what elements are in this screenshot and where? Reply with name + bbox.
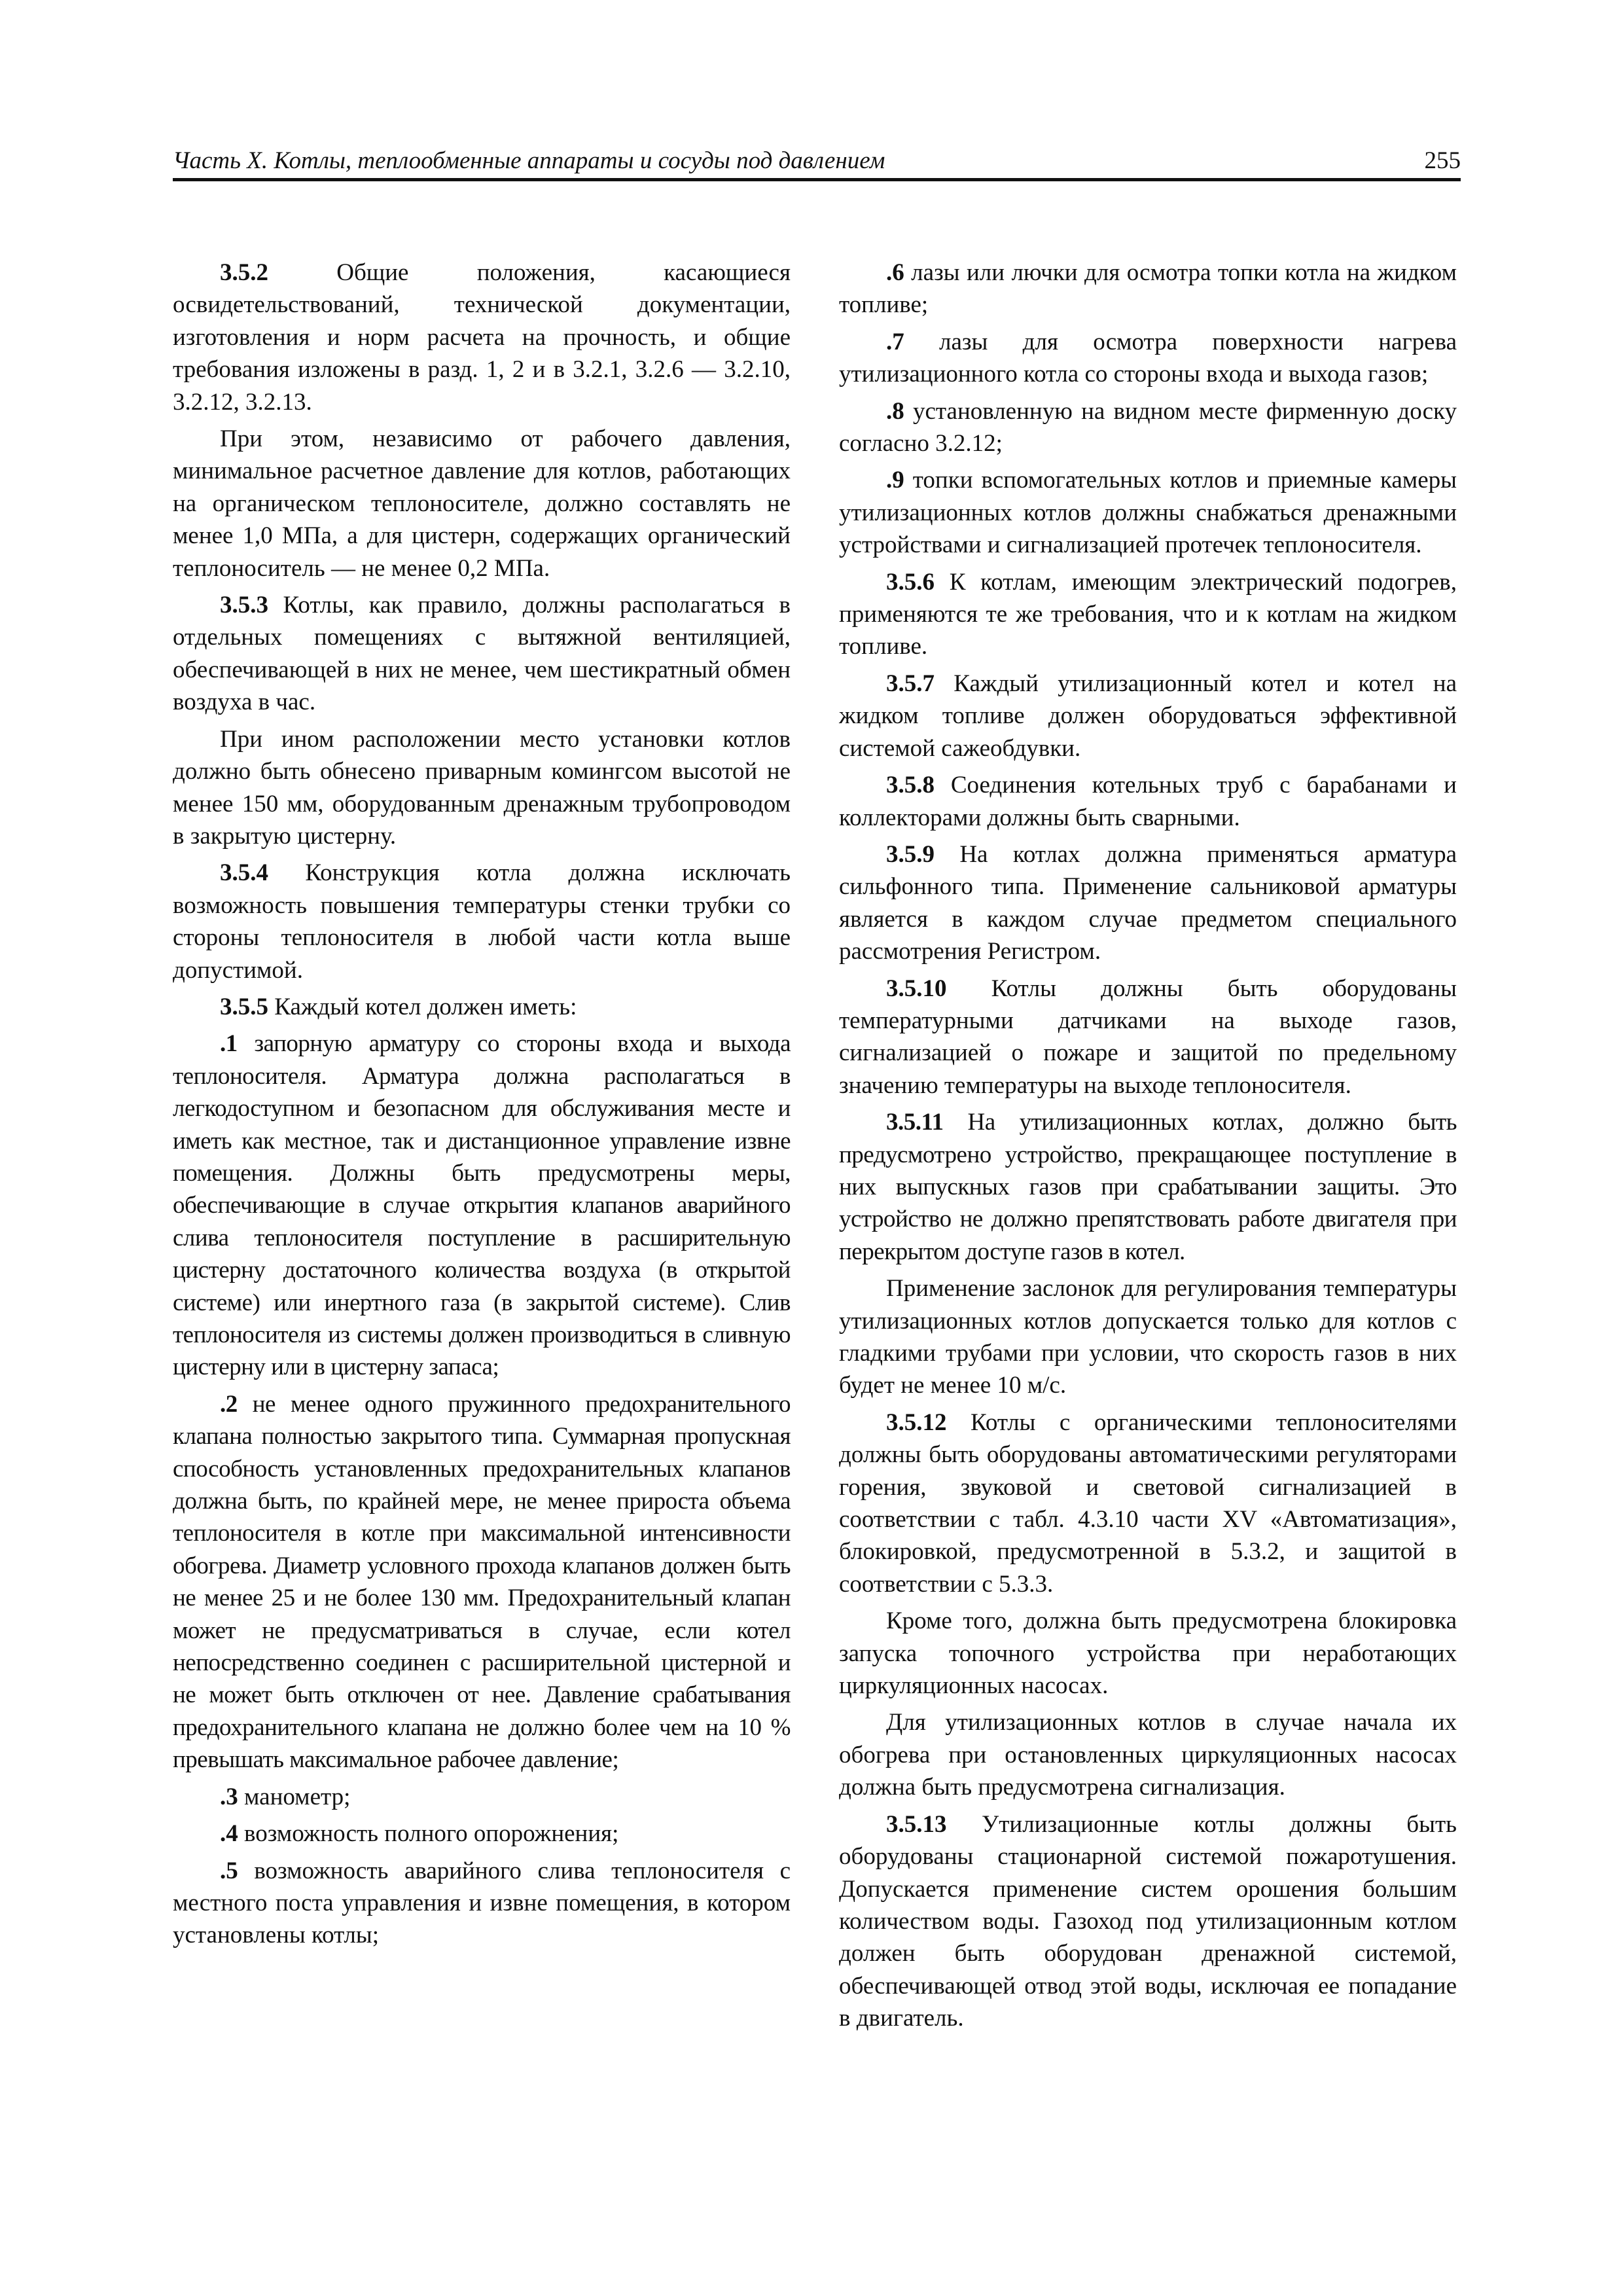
paragraph-text: На утилизационных котлах, должно быть предусмотрено устройство, прекращающее поступление в них выпускных газов при срабатывании защиты. Это устройство не должно препятствовать работе двигателя при перекрытом доступе газов в котел. bbox=[839, 1109, 1457, 1265]
clause-number: 3.5.9 bbox=[886, 840, 935, 868]
paragraph-text: Конструкция котла должна исключать возможность повышения температуры стенки трубки со стороны теплоносителя в любой части котла выше допустимой. bbox=[173, 859, 791, 984]
running-header bbox=[173, 145, 1461, 177]
left-column bbox=[173, 257, 791, 1956]
header-rule bbox=[173, 178, 1461, 181]
paragraph bbox=[839, 973, 1457, 1102]
clause-number: 3.5.8 bbox=[886, 772, 935, 799]
paragraph-text: лазы или лючки для осмотра топки котла на жидком топливе; bbox=[839, 259, 1457, 319]
paragraph bbox=[173, 257, 791, 418]
item-number: .4 bbox=[220, 1820, 238, 1848]
paragraph bbox=[173, 857, 791, 986]
clause-number: 3.5.12 bbox=[886, 1408, 947, 1436]
paragraph-text: манометр; bbox=[238, 1783, 351, 1810]
paragraph bbox=[839, 1407, 1457, 1600]
right-column bbox=[839, 257, 1457, 2039]
item-number: .6 bbox=[886, 259, 904, 286]
paragraph-text: На котлах должна применяться арматура сильфонного типа. Применение сальниковой арматуры является в каждом случае предметом специального рассмотрения Регистром. bbox=[839, 840, 1457, 965]
paragraph-text: топки вспомогательных котлов и приемные камеры утилизационных котлов должны снабжаться дренажными устройствами и сигнализацией протечек теплоносителя. bbox=[839, 467, 1457, 559]
clause-number: 3.5.10 bbox=[886, 975, 947, 1002]
paragraph bbox=[839, 1272, 1457, 1402]
clause-number: 3.5.3 bbox=[220, 592, 268, 619]
paragraph-text: установленную на видном месте фирменную доску согласно 3.2.12; bbox=[839, 397, 1457, 457]
paragraph bbox=[173, 991, 791, 1023]
header-title: Часть X. Котлы, теплообменные аппараты и сосуды под давлением bbox=[173, 147, 885, 174]
paragraph-text: Котлы должны быть оборудованы температурными датчиками на выходе газов, сигнализацией о пожаре и защитой по предельному значению температуры на выходе теплоносителя. bbox=[839, 975, 1457, 1099]
paragraph bbox=[839, 1605, 1457, 1702]
paragraph-text: Каждый котел должен иметь: bbox=[268, 993, 577, 1020]
paragraph-text: лазы для осмотра поверхности нагрева утилизационного котла со стороны входа и выхода газов; bbox=[839, 328, 1457, 388]
paragraph bbox=[839, 769, 1457, 834]
paragraph bbox=[173, 423, 791, 584]
paragraph-text: Утилизационные котлы должны быть оборудованы стационарной системой пожаротушения. Допускается применение систем орошения большим количеством воды. Газоход под утилизационным котлом должен быть оборудован дренажной системой, обеспечивающей отвод этой воды, исключая ее попадание в двигатель. bbox=[839, 1810, 1457, 2032]
paragraph bbox=[839, 668, 1457, 764]
clause-number: 3.5.2 bbox=[220, 259, 268, 286]
paragraph-text: возможность аварийного слива теплоносителя с местного поста управления и извне помещения, в котором установлены котлы; bbox=[173, 1857, 791, 1949]
list-item bbox=[173, 1388, 791, 1776]
list-item bbox=[173, 1028, 791, 1383]
list-item bbox=[173, 1855, 791, 1952]
item-number: .1 bbox=[220, 1030, 238, 1058]
list-item bbox=[839, 326, 1457, 391]
paragraph-text: Каждый утилизационный котел и котел на жидком топливе должен оборудоваться эффективной системой сажеобдувки. bbox=[839, 670, 1457, 762]
item-number: .5 bbox=[220, 1857, 238, 1884]
list-item bbox=[173, 1818, 791, 1850]
paragraph-text: не менее одного пружинного предохранительного клапана полностью закрытого типа. Суммарная пропускная способность установленных предохранительных клапанов должна быть, по крайней мере, не менее прироста объема теплоносителя в котле при максимальной интенсивности обогрева. Диаметр условного прохода клапанов должен быть не менее 25 и не более 130 мм. Предохранительный клапан может не предусматриваться в случае, если котел непосредственно соединен с расширительной цистерной и не может быть отключен от нее. Давление срабатывания предохранительного клапана не должно более чем на 10 % превышать максимальное рабочее давление; bbox=[173, 1390, 791, 1774]
clause-number: 3.5.4 bbox=[220, 859, 268, 887]
paragraph-text: При ином расположении место установки котлов должно быть обнесено приварным комингсом высотой не менее 150 мм, оборудованным дренажным трубопроводом в закрытую цистерну. bbox=[173, 725, 791, 850]
item-number: .3 bbox=[220, 1783, 238, 1810]
item-number: .9 bbox=[886, 467, 904, 494]
paragraph-text: При этом, независимо от рабочего давления, минимальное расчетное давление для котлов, работающих на органическом теплоносителе, должно составлять не менее 1,0 МПа, а для цистерн, содержащих органический теплоноситель — не менее 0,2 МПа. bbox=[173, 425, 791, 582]
paragraph bbox=[839, 1706, 1457, 1803]
paragraph-text: Общие положения, касающиеся освидетельствований, технической документации, изготовления и норм расчета на прочность, и общие требования изложены в разд. 1, 2 и в 3.2.1, 3.2.6 — 3.2.10, 3.2.12, 3.2.13. bbox=[173, 259, 791, 416]
paragraph-text: возможность полного опорожнения; bbox=[238, 1820, 619, 1848]
paragraph-text: запорную арматуру со стороны входа и выхода теплоносителя. Арматура должна располагаться в легкодоступном и безопасном для обслуживания месте и иметь как местное, так и дистанционное управление извне помещения. Должны быть предусмотрены меры, обеспечивающие в случае открытия клапанов аварийного слива теплоносителя поступление в расширительную цистерну достаточного количества воздуха (в открытой системе) или инертного газа (в закрытой системе). Слив теплоносителя из системы должен производиться в сливную цистерну или в цистерну запаса; bbox=[173, 1030, 791, 1381]
clause-number: 3.5.5 bbox=[220, 993, 268, 1020]
paragraph-text: Соединения котельных труб с барабанами и коллекторами должны быть сварными. bbox=[839, 772, 1457, 831]
paragraph-text: Котлы, как правило, должны располагаться в отдельных помещениях с вытяжной вентиляцией, обеспечивающей в них не менее, чем шестикратный обмен воздуха в час. bbox=[173, 592, 791, 716]
paragraph-text: Котлы с органическими теплоносителями должны быть оборудованы автоматическими регуляторами горения, звуковой и световой сигнализацией в соответствии с табл. 4.3.10 части XV «Автоматизация», блокировкой, предусмотренной в 5.3.2, и защитой в соответствии с 5.3.3. bbox=[839, 1408, 1457, 1598]
item-number: .2 bbox=[220, 1390, 238, 1418]
list-item bbox=[839, 257, 1457, 321]
paragraph bbox=[839, 566, 1457, 663]
list-item bbox=[839, 395, 1457, 460]
list-item bbox=[173, 1781, 791, 1813]
clause-number: 3.5.6 bbox=[886, 568, 935, 596]
paragraph-text: К котлам, имеющим электрический подогрев, применяются те же требования, что и к котлам на жидком топливе. bbox=[839, 568, 1457, 660]
paragraph-text: Применение заслонок для регулирования температуры утилизационных котлов допускается только для котлов с гладкими трубами при условии, что скорость газов в них будет не менее 10 м/с. bbox=[839, 1275, 1457, 1399]
paragraph bbox=[173, 589, 791, 719]
paragraph bbox=[839, 1808, 1457, 2035]
item-number: .7 bbox=[886, 328, 904, 355]
item-number: .8 bbox=[886, 397, 904, 425]
paragraph bbox=[173, 723, 791, 853]
clause-number: 3.5.13 bbox=[886, 1810, 947, 1838]
paragraph-text: Для утилизационных котлов в случае начала их обогрева при остановленных циркуляционных насосах должна быть предусмотрена сигнализация. bbox=[839, 1709, 1457, 1801]
list-item bbox=[839, 464, 1457, 561]
clause-number: 3.5.7 bbox=[886, 670, 935, 697]
paragraph bbox=[839, 838, 1457, 968]
paragraph bbox=[839, 1106, 1457, 1268]
page-number: 255 bbox=[1424, 147, 1461, 174]
clause-number: 3.5.11 bbox=[886, 1109, 944, 1136]
paragraph-text: Кроме того, должна быть предусмотрена блокировка запуска топочного устройства при неработающих циркуляционных насосах. bbox=[839, 1607, 1457, 1700]
